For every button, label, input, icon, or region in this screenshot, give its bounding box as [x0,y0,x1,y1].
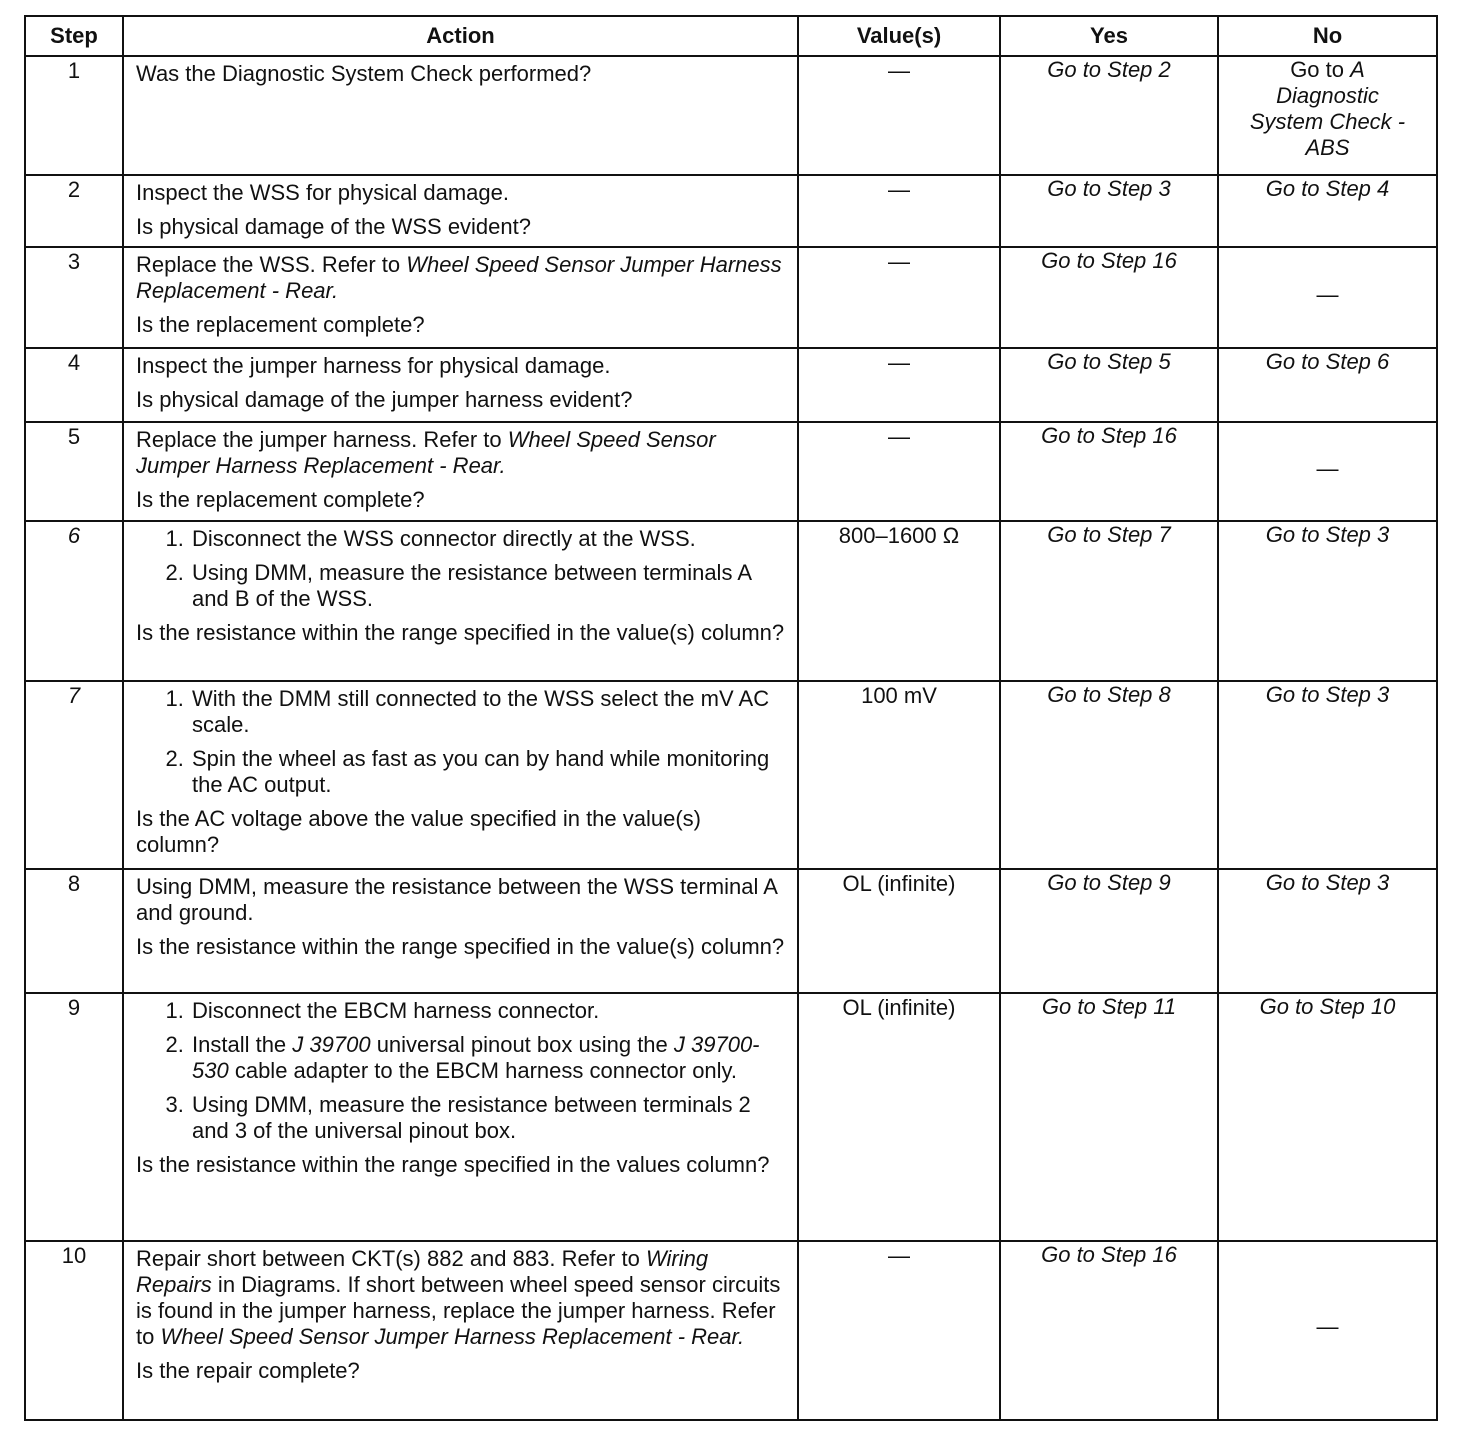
table-row [25,1241,1437,1420]
header-row [25,16,1437,56]
action-ref: Wiring Repairs [136,1245,709,1297]
item-text: cable adapter to the EBCM harness connector only. [228,1057,738,1083]
value-cell: OL (infinite) [798,869,1000,993]
action-text-pre: Replace the jumper harness. Refer to [136,427,508,453]
list-item: 1. With the DMM still connected to the WSS select the mV AC scale. [190,686,787,738]
header-yes: Yes [1000,16,1218,56]
table-row [25,869,1437,993]
step-number-text: 6 [67,523,81,549]
no-cell: — [1218,247,1437,348]
list-item: 2. Using DMM, measure the resistance between terminals A and B of the WSS. [190,560,787,612]
item-text: universal pinout box using the [370,1031,674,1057]
no-cell: Go to Step 3 [1218,521,1437,681]
action-question: Is the repair complete? [136,1357,360,1383]
value-cell: 800–1600 Ω [798,521,1000,681]
list-item: 1. Disconnect the WSS connector directly at the WSS. [190,526,787,552]
step-number: 5 [25,422,123,521]
step-number-text: 7 [67,683,81,709]
table-row [25,247,1437,348]
no-cell: Go to Step 4 [1218,175,1437,247]
action-text-pre: Replace the WSS. Refer to [136,252,407,278]
value-cell: OL (infinite) [798,993,1000,1241]
step-number: 2 [25,175,123,247]
no-cell: — [1218,1241,1437,1420]
action-text: Inspect the WSS for physical damage. [136,180,509,206]
step-number: 1 [25,56,123,175]
yes-cell: Go to Step 8 [1000,681,1218,868]
value-cell: — [798,175,1000,247]
action-question: Is the resistance within the range specified in the values column? [136,1151,770,1177]
step-number: 8 [25,869,123,993]
no-cell: — [1218,422,1437,521]
tool-ref: J 39700-530 [192,1031,760,1083]
action-text: Using DMM, measure the resistance between the WSS terminal A and ground. [136,873,777,925]
action-cell [123,521,798,681]
action-ref: Wheel Speed Sensor Jumper Harness Replacement - Rear. [136,252,782,304]
action-text: Inspect the jumper harness for physical damage. [136,353,611,379]
action-text-c: in Diagrams. If short between wheel speed sensor circuits is found in the jumper harness, replace the jumper harness. Refer to [136,1271,781,1349]
step-number [25,521,123,681]
action-cell [123,681,798,868]
action-ref: Wheel Speed Sensor Jumper Harness Replacement - Rear. [160,1323,745,1349]
step-number: 4 [25,348,123,422]
action-steps [136,526,787,612]
no-cell: Go to Step 10 [1218,993,1437,1241]
yes-cell: Go to Step 11 [1000,993,1218,1241]
yes-cell: Go to Step 16 [1000,422,1218,521]
action-text-a: Repair short between CKT(s) 882 and 883. Refer to [136,1245,646,1271]
action-question: Is physical damage of the jumper harness evident? [136,387,633,413]
action-cell [123,56,798,175]
action-text [136,252,787,304]
action-cell [123,348,798,422]
action-question: Is the AC voltage above the value specified in the value(s) column? [136,806,702,858]
yes-cell: Go to Step 9 [1000,869,1218,993]
action-cell [123,175,798,247]
yes-cell: Go to Step 3 [1000,175,1218,247]
step-number [25,681,123,868]
tool-ref: J 39700 [292,1031,371,1057]
yes-cell: Go to Step 16 [1000,247,1218,348]
table-row [25,993,1437,1241]
action-cell [123,247,798,348]
list-item: 3. Using DMM, measure the resistance between terminals 2 and 3 of the universal pinout box. [190,1092,787,1144]
table-row [25,521,1437,681]
table-row [25,175,1437,247]
item-text: Install the [192,1031,293,1057]
list-item [190,1032,787,1084]
action-text [136,1246,787,1350]
action-ref: Wheel Speed Sensor Jumper Harness Replacement - Rear. [136,427,716,479]
yes-cell: Go to Step 2 [1000,56,1218,175]
action-question: Is the replacement complete? [136,487,425,513]
table-row [25,348,1437,422]
action-question: Is physical damage of the WSS evident? [136,214,531,240]
action-steps [136,686,787,798]
step-number: 3 [25,247,123,348]
action-text [136,427,787,479]
list-item: 1. Disconnect the EBCM harness connector. [190,998,787,1024]
action-question: Is the replacement complete? [136,312,425,338]
value-cell: — [798,247,1000,348]
action-cell [123,1241,798,1420]
no-text: Go to [1290,57,1351,82]
action-cell [123,869,798,993]
value-cell: — [798,1241,1000,1420]
value-cell: — [798,348,1000,422]
value-cell: 100 mV [798,681,1000,868]
action-steps [136,998,787,1144]
value-cell: — [798,56,1000,175]
step-number: 9 [25,993,123,1241]
action-question: Is the resistance within the range specified in the value(s) column? [136,933,785,959]
list-item: 2. Spin the wheel as fast as you can by hand while monitoring the AC output. [190,746,787,798]
no-cell: Go to Step 6 [1218,348,1437,422]
header-action: Action [123,16,798,56]
table-row [25,681,1437,868]
no-cell [1218,56,1437,175]
table-row [25,422,1437,521]
diagnostic-table [24,15,1438,1421]
yes-cell: Go to Step 16 [1000,1241,1218,1420]
value-cell: — [798,422,1000,521]
no-ref: A Diagnostic System Check - ABS [1249,57,1406,160]
table-row [25,56,1437,175]
step-number: 10 [25,1241,123,1420]
no-cell: Go to Step 3 [1218,681,1437,868]
action-cell [123,993,798,1241]
no-cell: Go to Step 3 [1218,869,1437,993]
yes-cell: Go to Step 7 [1000,521,1218,681]
header-no: No [1218,16,1437,56]
action-question: Is the resistance within the range specified in the value(s) column? [136,620,785,646]
header-values: Value(s) [798,16,1000,56]
header-step: Step [25,16,123,56]
action-question: Was the Diagnostic System Check performed? [136,61,592,86]
action-cell [123,422,798,521]
yes-cell: Go to Step 5 [1000,348,1218,422]
